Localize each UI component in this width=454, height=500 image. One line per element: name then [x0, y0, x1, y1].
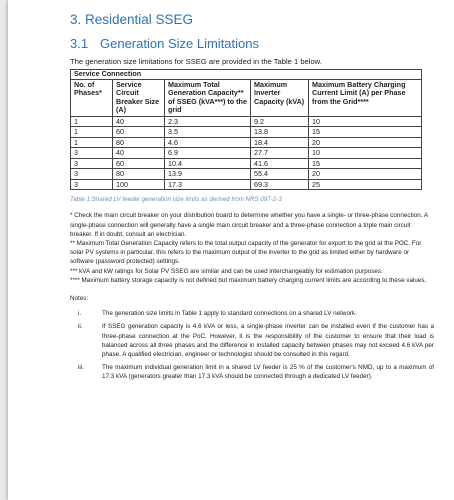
- section-heading: 3. Residential SSEG: [70, 12, 194, 27]
- footnote: ** Maximum Total Generation Capacity refers to the total output capacity of the generator for export to the grid at the POC. For solar PV systems in particular, this refers to the maximum output of the inverter to the grid as limited either by hardware or software (password protected) settings.: [70, 240, 422, 266]
- table-row: [71, 137, 422, 148]
- table-cell: 40: [113, 116, 165, 127]
- list-item-number: iii.: [78, 364, 84, 372]
- table-cell: 60: [113, 127, 165, 138]
- table-cell: 20: [309, 169, 422, 180]
- table-cell: 80: [113, 137, 165, 148]
- table-cell: 3.5: [165, 127, 251, 138]
- notes-label: Notes:: [70, 295, 89, 303]
- table-body: [71, 116, 422, 190]
- table-cell: 4.6: [165, 137, 251, 148]
- table-group-header: Service Connection: [71, 70, 422, 80]
- table-cell: 1: [71, 137, 113, 148]
- notes-list: [70, 309, 434, 381]
- table-cell: 60: [113, 158, 165, 169]
- intro-text: The generation size limitations for SSEG are provided in the Table 1 below.: [70, 57, 322, 66]
- list-item-number: ii.: [78, 323, 83, 331]
- column-header-phases: No. of Phases*: [71, 79, 113, 116]
- table-cell: 10.4: [165, 158, 251, 169]
- table-cell: 80: [113, 169, 165, 180]
- column-header-generation-capacity: Maximum Total Generation Capacity** of SSEG (kVA***) to the grid: [165, 79, 251, 116]
- table-row: [71, 148, 422, 159]
- document-page: [8, 0, 454, 500]
- footnote: *** kVA and kW ratings for Solar PV SSEG are similar and can be used interchangeably for estimation purposes.: [70, 267, 383, 275]
- list-item: [70, 309, 434, 318]
- table-row: [71, 127, 422, 138]
- subsection-heading: [70, 36, 434, 51]
- table-cell: 1: [71, 127, 113, 138]
- table-cell: 3: [71, 148, 113, 159]
- column-header-breaker-size: Service Circuit Breaker Size (A): [113, 79, 165, 116]
- list-item-text: If SSEG generation capacity is 4.6 kVA or less, a single-phase inverter can be installed even if the customer has a three-phase connection at the PoC. However, it is the responsibility of the customer to ensure that their load is balanced across all three phases and the difference in installed capacity between phases may not exceed 4.6 kVA per phase. A qualified electrician, engineer or technologist should be consulted in this regard.: [102, 323, 434, 358]
- list-item-text: The maximum individual generation limit in a shared LV feeder is 25 % of the customer's NMD, up to a maximum of 17.3 kVA (generators greater than 17.3 kVA should be connected through a dedicated LV feeder).: [102, 364, 434, 381]
- table-cell: 13.8: [251, 127, 309, 138]
- generation-limits-table: [70, 69, 422, 190]
- list-item-number: i.: [78, 310, 82, 318]
- table-cell: 1: [71, 116, 113, 127]
- table-cell: 10: [309, 148, 422, 159]
- table-cell: 10: [309, 116, 422, 127]
- list-item-text: The generation size limits in Table 1 apply to standard connections on a shared LV network.: [102, 310, 357, 318]
- table-cell: 25: [309, 179, 422, 190]
- table-cell: 9.2: [251, 116, 309, 127]
- table-cell: 18.4: [251, 137, 309, 148]
- table-cell: 20: [309, 137, 422, 148]
- column-header-battery-current: Maximum Battery Charging Current Limit (A) per Phase from the Grid****: [309, 79, 422, 116]
- table-cell: 3: [71, 169, 113, 180]
- table-row: [71, 158, 422, 169]
- table-cell: 3: [71, 179, 113, 190]
- table-cell: 40: [113, 148, 165, 159]
- table-cell: 69.3: [251, 179, 309, 190]
- table-cell: 2.3: [165, 116, 251, 127]
- table-cell: 41.6: [251, 158, 309, 169]
- table-cell: 15: [309, 127, 422, 138]
- subsection-title: Generation Size Limitations: [100, 36, 259, 51]
- table-caption: Table 1:Shared LV feeder generation size limits as derived from NRS 097-2-3: [70, 196, 282, 204]
- table-cell: 100: [113, 179, 165, 190]
- footnote: * Check the main circuit breaker on your distribution board to determine whether you have a single- or three-phase connection. A single-phase connection will generally have a single main circuit breaker and a three-phase connection a triple main circuit breaker. If in doubt, consult an electrician.: [70, 212, 428, 238]
- subsection-number: 3.1: [70, 36, 89, 51]
- list-item: [70, 322, 434, 359]
- table-cell: 3: [71, 158, 113, 169]
- table-row: [71, 116, 422, 127]
- list-item: [70, 363, 434, 381]
- table-cell: 13.9: [165, 169, 251, 180]
- column-header-inverter-capacity: Maximum Inverter Capacity (kVA): [251, 79, 309, 116]
- footnotes: [70, 211, 434, 285]
- table-cell: 55.4: [251, 169, 309, 180]
- table-cell: 17.3: [165, 179, 251, 190]
- table-row: [71, 179, 422, 190]
- table-cell: 15: [309, 158, 422, 169]
- table-cell: 27.7: [251, 148, 309, 159]
- table-cell: 6.9: [165, 148, 251, 159]
- table-row: [71, 169, 422, 180]
- footnote: **** Maximum battery storage capacity is not defined but maximum battery charging current limits are according to these values.: [70, 276, 427, 284]
